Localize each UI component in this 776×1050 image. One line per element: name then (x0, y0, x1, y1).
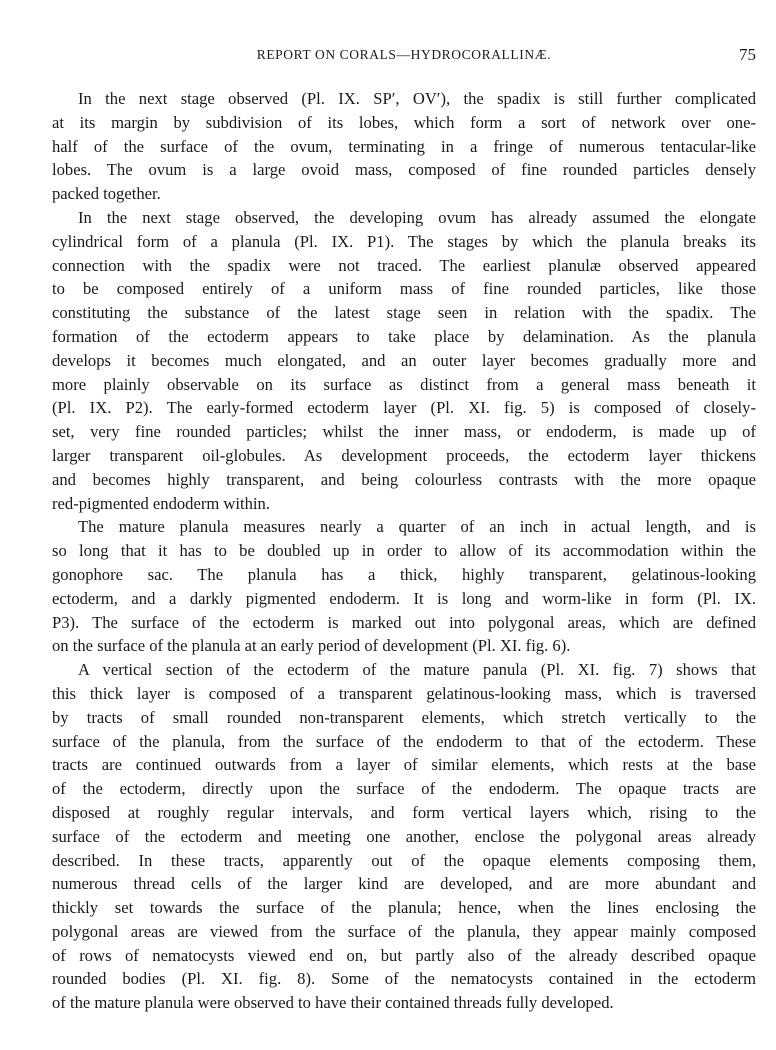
text-line: to be composed entirely of a uniform mass of fine rounded particles, like those (52, 279, 756, 299)
text-line: red-pigmented endoderm within. (52, 493, 270, 513)
text-line: and becomes highly transparent, and being colourless contrasts with the more opaque (52, 469, 756, 489)
text-line: by tracts of small rounded non-transparent elements, which stretch vertically to the (52, 707, 756, 727)
text-line: In the next stage observed (Pl. IX. SP′, OV′), the spadix is still further complicated (78, 89, 756, 108)
text-line: surface of the planula, from the surface of the endoderm to that of the ectoderm. These (52, 731, 756, 751)
text-line: packed together. (52, 184, 161, 204)
text-line: constituting the substance of the latest stage seen in relation with the spadix. The (52, 303, 756, 323)
text-line: In the next stage observed, the developing ovum has already assumed the elongate (78, 207, 756, 227)
text-line: of the ectoderm, directly upon the surface of the endoderm. The opaque tracts are (52, 779, 756, 799)
text-line: lobes. The ovum is a large ovoid mass, composed of fine rounded particles densely (52, 160, 756, 180)
text-line: ectoderm, and a darkly pigmented endoderm. It is long and worm-like in form (Pl. IX. (52, 588, 756, 608)
text-line: rounded bodies (Pl. XI. fig. 8). Some of the nematocysts contained in the ectoderm (52, 969, 756, 989)
text-line: (Pl. IX. P2). The early-formed ectoderm layer (Pl. XI. fig. 5) is composed of closely- (52, 398, 756, 418)
text-line: of rows of nematocysts viewed end on, but partly also of the already described opaque (52, 945, 756, 965)
text-line: on the surface of the planula at an early period of development (Pl. XI. fig. 6). (52, 636, 571, 656)
paragraph (52, 206, 756, 515)
text-line: disposed at roughly regular intervals, and form vertical layers which, rising to the (52, 802, 756, 822)
running-header (52, 47, 756, 69)
text-line: half of the surface of the ovum, terminating in a fringe of numerous tentacular-like (52, 136, 756, 156)
text-line: P3). The surface of the ectoderm is marked out into polygonal areas, which are defined (52, 612, 756, 632)
text-line: cylindrical form of a planula (Pl. IX. P1). The stages by which the planula breaks its (52, 231, 756, 251)
text-line: surface of the ectoderm and meeting one another, enclose the polygonal areas already (52, 826, 756, 846)
text-line: A vertical section of the ectoderm of the mature panula (Pl. XI. fig. 7) shows that (78, 660, 756, 680)
text-line: of the mature planula were observed to have their contained threads fully developed. (52, 993, 614, 1013)
text-line: polygonal areas are viewed from the surface of the planula, they appear mainly composed (52, 921, 756, 941)
body-text (52, 87, 756, 1015)
text-line: develops it becomes much elongated, and an outer layer becomes gradually more and (52, 350, 756, 370)
text-line: tracts are continued outwards from a layer of similar elements, which rests at the base (52, 755, 756, 775)
text-line: larger transparent oil-globules. As development proceeds, the ectoderm layer thickens (52, 445, 756, 465)
text-line: connection with the spadix were not traced. The earliest planulæ observed appeared (52, 255, 756, 275)
running-title: REPORT ON CORALS—HYDROCORALLINÆ. (256, 47, 552, 62)
paragraph (52, 515, 756, 658)
text-line: gonophore sac. The planula has a thick, highly transparent, gelatinous-looking (52, 564, 756, 584)
paragraph (52, 87, 756, 206)
text-line: at its margin by subdivision of its lobes, which form a sort of network over one- (52, 112, 756, 132)
text-line: described. In these tracts, apparently out of the opaque elements composing them, (52, 850, 756, 870)
page-number: 75 (739, 45, 756, 64)
text-line: set, very fine rounded particles; whilst the inner mass, or endoderm, is made up of (52, 422, 756, 442)
text-line: numerous thread cells of the larger kind are developed, and are more abundant and (52, 874, 756, 894)
paragraph (52, 658, 756, 1015)
text-line: formation of the ectoderm appears to take place by delamination. As the planula (52, 326, 756, 346)
text-line: more plainly observable on its surface as distinct from a general mass beneath it (52, 374, 756, 394)
text-line: so long that it has to be doubled up in order to allow of its accommodation within the (52, 541, 756, 561)
text-line: thickly set towards the surface of the planula; hence, when the lines enclosing the (52, 898, 756, 918)
text-line: The mature planula measures nearly a quarter of an inch in actual length, and is (78, 517, 756, 537)
text-line: this thick layer is composed of a transparent gelatinous-looking mass, which is traversed (52, 683, 756, 703)
